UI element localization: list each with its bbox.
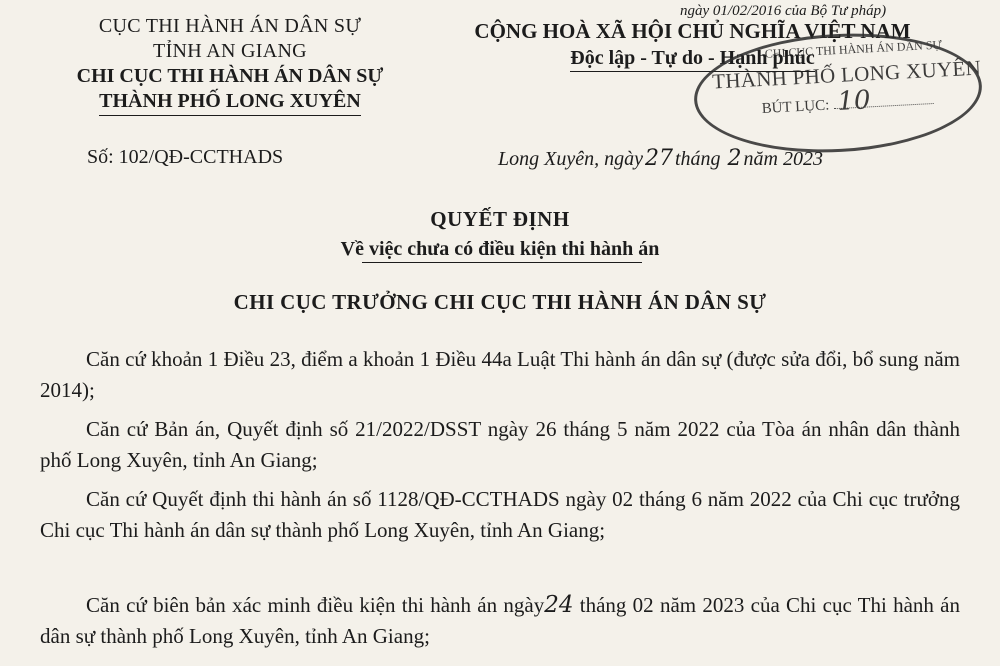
stamp-handwritten-number: 10 — [836, 85, 872, 118]
date-day-handwritten: 27 — [644, 146, 673, 171]
paragraph-4-end: tháng 02 năm 2023 của Chi cục Thi hành án dân sự thành phố Long Xuyên, tỉnh An Giang; — [40, 593, 961, 648]
agency-line-4: THÀNH PHỐ LONG XUYÊN — [99, 89, 361, 116]
paragraph-2-text: Căn cứ Bản án, Quyết định số 21/2022/DSST ngày 26 tháng 5 năm 2022 của Tòa án nhân dân thành phố Long Xuyên, tỉnh An Giang; — [40, 417, 960, 472]
legal-reference-note: ngày 01/02/2016 của Bộ Tư pháp) — [680, 3, 887, 19]
issuing-authority: CHI CỤC TRƯỞNG CHI CỤC THI HÀNH ÁN DÂN SỰ — [233, 290, 767, 314]
national-title: CỘNG HOÀ XÃ HỘI CHỦ NGHĨA VIỆT NAM — [474, 19, 911, 43]
stamp-line-2: THÀNH PHỐ LONG XUYÊN — [711, 55, 982, 94]
paragraph-1 — [40, 344, 960, 406]
stamp-line-1: CHI CỤC THI HÀNH ÁN DÂN SỰ — [764, 37, 943, 61]
document-subtitle — [0, 238, 1000, 261]
document-title: QUYẾT ĐỊNH — [430, 207, 570, 231]
date-month-handwritten: 2 — [727, 146, 742, 171]
paragraph-4-text — [40, 590, 960, 652]
document-date — [498, 146, 823, 171]
document-number: Số: 102/QĐ-CCTHADS — [87, 146, 284, 168]
agency-line-3: CHI CỤC THI HÀNH ÁN DÂN SỰ — [76, 65, 384, 87]
paragraph-3 — [40, 484, 960, 546]
paragraph-4 — [40, 590, 960, 652]
paragraph-4-start: Căn cứ biên bản xác minh điều kiện thi hành án ngày — [86, 593, 545, 617]
agency-line-2: TỈNH AN GIANG — [153, 40, 307, 62]
paragraph-1-text: Căn cứ khoản 1 Điều 23, điểm a khoản 1 Điều 44a Luật Thi hành án dân sự (được sửa đổi, bổ sung năm 2014); — [40, 347, 960, 402]
paragraph-2 — [40, 414, 960, 476]
agency-header — [40, 14, 420, 116]
date-year: năm 2023 — [743, 148, 823, 170]
agency-line-1: CỤC THI HÀNH ÁN DÂN SỰ — [98, 15, 362, 37]
paragraph-3-text: Căn cứ Quyết định thi hành án số 1128/QĐ-CCTHADS ngày 02 tháng 6 năm 2022 của Chi cục trưởng Chi cục Thi hành án dân sự thành phố Long Xuyên, tỉnh An Giang; — [40, 487, 960, 542]
paragraph-4-day-handwritten: 24 — [544, 592, 574, 618]
stamp-label: BÚT LỤC: — [761, 97, 830, 118]
date-prefix: Long Xuyên, ngày — [498, 148, 643, 170]
subtitle-text: Về việc chưa có điều kiện thi hành án — [340, 238, 660, 260]
subtitle-underline — [362, 262, 642, 263]
national-motto: Độc lập - Tự do - Hạnh phúc — [570, 45, 814, 72]
date-month-label: tháng — [674, 148, 721, 170]
